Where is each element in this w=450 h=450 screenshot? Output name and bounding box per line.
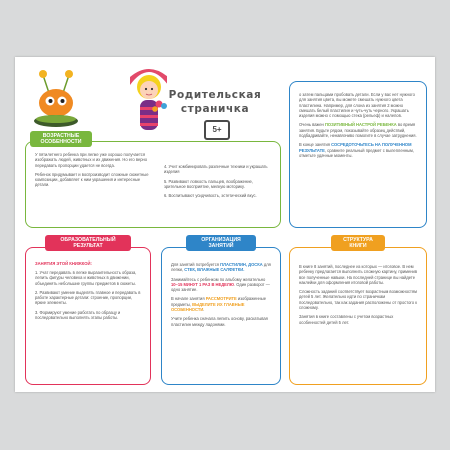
result-subhead: ЗАНЯТИЯ ЭТОЙ КНИЖКОЙ: [35,261,92,266]
age-paragraph-3: 4. Учит комбинировать различные техники и украшать изделия [164,164,268,175]
organization-label: ОРГАНИЗАЦИЯ ЗАНЯТИЙ [186,235,256,251]
tips-paragraph-2: Очень важен ПОЗИТИВНЫЙ НАСТРОЙ РЕБЕНКА во время занятия. Будьте рядом, показывайте образец действий, подбадривайте, ненавязчиво помогите в случае затруднения. [299,122,417,139]
result-paragraph-2: 2. Развивают умение выделять главное и передавать в работе характерные детали: строение, пропорции, яркие элементы. [35,289,141,306]
structure-paragraph-1: В книге 8 занятий, последнее из которых — итоговое. В нем ребенку предлагается выполнить сложную картину, применив все полученные навыки. На последней странице вы найдете наклейки для оформления итоговой работы. [299,264,417,285]
parent-page [15,57,435,392]
age-features-left-column [35,152,153,192]
org-paragraph-4: Учите ребенка сначала лепить основу, раскатывая пластилин между ладонями. [171,316,268,327]
org-paragraph-2: Занимайтесь с ребенком по альбому желательно 10–15 МИНУТ 1 РАЗ В НЕДЕЛЮ. Один разворот — одно занятие. [171,276,270,293]
tips-paragraph-3: В конце занятия СОСРЕДОТОЧЬТЕСЬ НА ПОЛУЧЕННОМ РЕЗУЛЬТАТЕ, сравните реальный предмет с вылепленным, отметьте удачные моменты. [299,142,415,158]
result-paragraph-1: 1. Учат передавать в лепке выразительность образа, лепить фигуры человека и животных в движении, объединять небольшие группы предметов в сюжеты. [35,270,137,286]
age-paragraph-4: 5. Развивают ловкость пальцев, воображение, зрительное восприятие, мелкую моторику. [164,178,253,189]
result-paragraph-3: 3. Формируют умение работать по образцу и последовательно выполнять этапы работы. [35,309,121,321]
alien-character-icon [34,70,78,127]
org-paragraph-1: Для занятий потребуется ПЛАСТИЛИН, ДОСКА для лепки, СТЕК, ВЛАЖНЫЕ САЛФЕТКИ. [171,262,271,273]
age-features-label: ВОЗРАСТНЫЕ ОСОБЕННОСТИ [30,131,92,147]
structure-paragraph-3: Занятия в книге составлены с учетом возрастных особенностей детей 5 лет. [299,314,394,325]
age-badge: 5+ [204,120,230,140]
tips-paragraph-1: о затем пальцами пробовать детали. Если у вас нет нужного для занятия цвета, вы можете смешать нужного цвета пластилина. Например, для слона из занятия 2 можно смешать белый пластилин и чуть-чуть черного. Украшать изделия можно с помощью стека (рельеф) и налепов. [299,92,415,119]
organization-box [161,247,281,385]
structure-paragraph-2: Сложность заданий соответствует возрастным возможностям детей 5 лет. Желательно идти по страничкам последовательно, так как задания расположены от простого к сложному. [299,289,417,311]
age-paragraph-5: 6. Воспитывают усидчивость, эстетический вкус. [164,193,257,199]
age-features-box [25,141,281,228]
org-paragraph-3: В начале занятия РАССМОТРИТЕ изображенные предметы, ВЫДЕЛИТЕ ИХ ГЛАВНЫЕ ОСОБЕННОСТИ. [171,296,266,313]
age-features-right-column [164,164,274,202]
educational-result-label: ОБРАЗОВАТЕЛЬНЫЙ РЕЗУЛЬТАТ [45,235,131,251]
page-title: Родительская страничка [168,89,262,115]
book-structure-box [289,247,427,385]
age-paragraph-2: Ребенок придумывает и воспроизводит сложные сюжетные композиции, добавляет к ним украшения и интересные детали. [35,171,149,188]
educational-result-box [25,247,151,385]
book-structure-label: СТРУКТУРА КНИГИ [331,235,385,251]
age-paragraph-1: У пятилетнего ребенка при лепке уже хорошо получается изображать людей, животных и их движения. Но его верно передавать пропорции удается не всегда. [35,152,148,168]
parent-tips-box [289,81,427,228]
